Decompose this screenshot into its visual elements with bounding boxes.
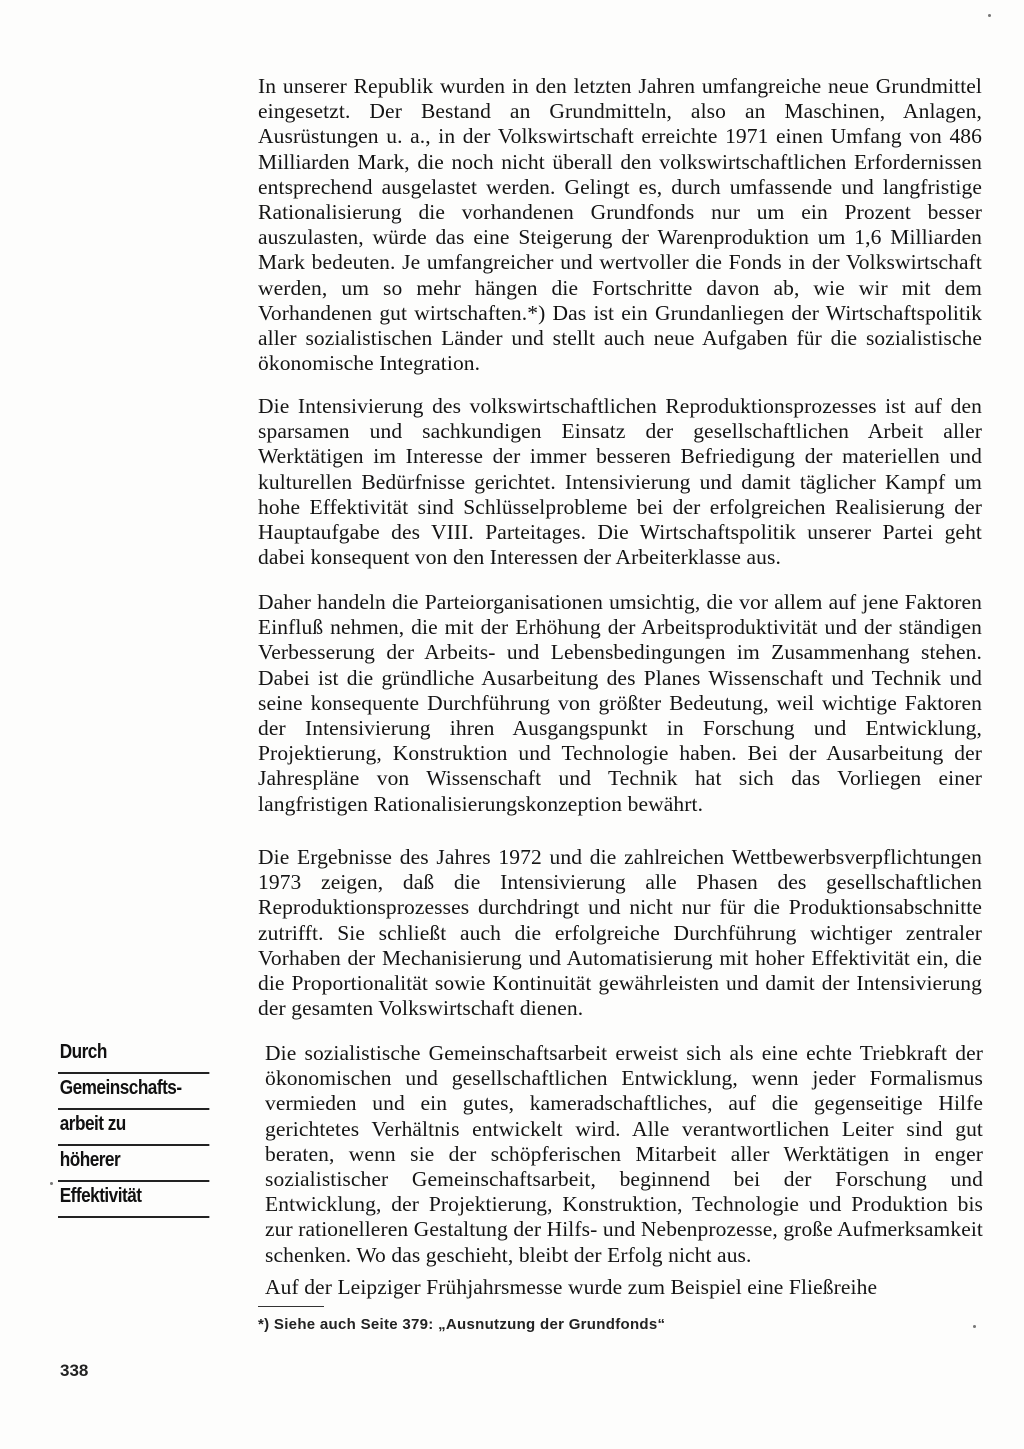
footnote: *) Siehe auch Seite 379: „Ausnutzung der Grundfonds“ [258, 1316, 666, 1333]
margin-heading-line: Effektivität [58, 1182, 209, 1218]
footnote-divider [258, 1306, 324, 1307]
paragraph-intensivierung: Die Intensivierung des volkswirtschaftlichen Reproduktionsprozesses ist auf den sparsamen und sachkundigen Einsatz der gesellschaftlichen Arbeit aller Werktätigen im Interesse der immer besseren Befriedigung der materiellen und kulturellen Bedürfnisse gerichtet. Intensivierung und damit täglicher Kampf um hohe Effektivität sind Schlüsselprobleme bei der erfolgreichen Realisierung der Hauptaufgabe des VIII. Parteitages. Die Wirtschaftspolitik unserer Partei geht dabei konsequent von den Interessen der Arbeiterklasse aus. [258, 394, 982, 570]
scan-speck [50, 1182, 53, 1185]
margin-heading-line: arbeit zu [58, 1110, 209, 1146]
paragraph-grundmittel: In unserer Republik wurden in den letzten Jahren umfangreiche neue Grundmittel eingesetzt. Der Bestand an Grundmitteln, also an Maschinen, Anlagen, Ausrüstungen u. a., in der Volkswirtschaft erreichte 1971 einen Umfang von 486 Milliarden Mark, die noch nicht überall den volkswirtschaftlichen Erfordernissen entsprechend ausgelastet werden. Gelingt es, durch umfassende und langfristige Rationalisierung die vorhandenen Grundfonds nur um ein Prozent besser auszulasten, würde das eine Steigerung der Warenproduktion um 1,6 Milliarden Mark bedeuten. Je umfangreicher und wertvoller die Fonds in der Volkswirtschaft werden, um so mehr hängen die Fortschritte davon ab, wie wir mit dem Vorhandenen gut wirtschaften.*) Das ist ein Grundanliegen der Wirtschaftspolitik aller sozialistischen Länder und stellt auch neue Aufgaben für die sozialistische ökonomische Integration. [258, 74, 982, 376]
margin-heading-line: Gemeinschafts- [58, 1074, 209, 1110]
margin-heading [58, 1038, 234, 1218]
paragraph-leipziger-messe: Auf der Leipziger Frühjahrsmesse wurde zum Beispiel eine Fließreihe [265, 1275, 878, 1299]
paragraph-gemeinschaftsarbeit: Die sozialistische Gemeinschaftsarbeit erweist sich als eine echte Triebkraft der ökonomischen und gesellschaftlichen Entwicklung, wenn jeder Formalismus vermieden und ein gutes, kameradschaftliches, auf die gegenseitige Hilfe gerichtetes Verhältnis entwickelt wird. Alle verantwortlichen Leiter sind gut beraten, wenn sie der schöpferischen Mitarbeit aller Werktätigen in enger sozialistischer Gemeinschaftsarbeit, beginnend bei der Forschung und Entwicklung, der Projektierung, Konstruktion, Technologie und Produktion bis zur rationelleren Gestaltung der Hilfs- und Nebenprozesse, große Aufmerksamkeit schenken. Wo das geschieht, bleibt der Erfolg nicht aus. [265, 1041, 983, 1267]
scan-speck [988, 14, 991, 17]
scan-speck [973, 1325, 976, 1328]
paragraph-ergebnisse-1972: Die Ergebnisse des Jahres 1972 und die zahlreichen Wettbewerbsverpflichtungen 1973 zeigen, daß die Intensivierung alle Phasen des gesellschaftlichen Reproduktionsprozesses durchdringt und nicht nur für die Produktionsabschnitte zutrifft. Sie schließt auch die erfolgreiche Durchführung wichtiger zentraler Vorhaben der Mechanisierung und Automatisierung mit hoher Effektivität ein, die die Proportionalität sowie Kontinuität gewährleisten und damit der Intensivierung der gesamten Volkswirtschaft dienen. [258, 845, 982, 1021]
margin-heading-line: höherer [58, 1146, 209, 1182]
page-number: 338 [60, 1361, 89, 1380]
margin-heading-line: Durch [58, 1038, 209, 1074]
paragraph-parteiorganisationen: Daher handeln die Parteiorganisationen umsichtig, die vor allem auf jene Faktoren Einfluß nehmen, die mit der Erhöhung der Arbeitsproduktivität und der ständigen Verbesserung der Arbeits- und Lebensbedingungen im Zusammenhang stehen. Dabei ist die gründliche Ausarbeitung des Planes Wissenschaft und Technik und seine konsequente Durchführung von größter Bedeutung, weil wichtige Faktoren der Intensivierung ihren Ausgangspunkt in Forschung und Entwicklung, Projektierung, Konstruktion und Technologie haben. Bei der Ausarbeitung der Jahrespläne von Wissenschaft und Technik hat sich das Vorliegen einer langfristigen Rationalisierungskonzeption bewährt. [258, 590, 982, 816]
